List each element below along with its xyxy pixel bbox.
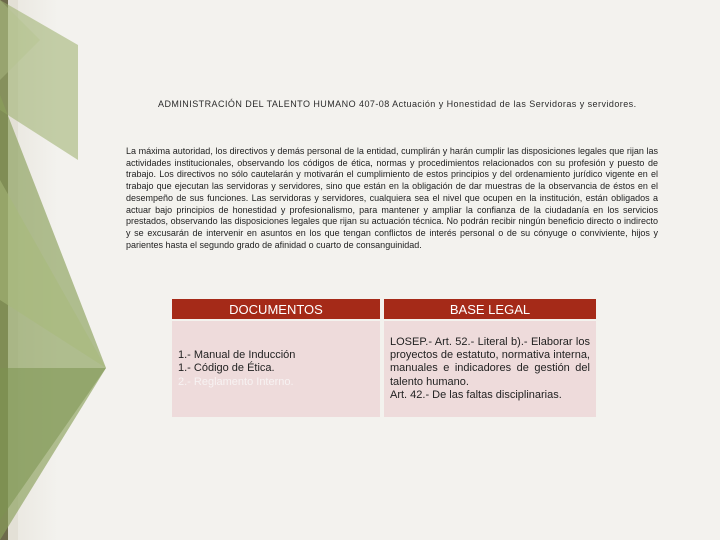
legal-item: Art. 42.- De las faltas disciplinarias. — [390, 388, 562, 401]
slide-title: ADMINISTRACIÓN DEL TALENTO HUMANO 407-08 Actuación y Honestidad de las Servidoras y servidores. — [158, 99, 637, 109]
document-item: 1.- Manual de Inducción — [178, 349, 296, 362]
documents-cell — [172, 321, 380, 417]
header-legal-base: BASE LEGAL — [384, 299, 596, 319]
table-header-row — [172, 299, 596, 319]
document-item: 2.- Reglamento Interno. — [178, 375, 294, 388]
documents-table — [168, 297, 600, 419]
document-item: 1.- Código de Ética. — [178, 362, 275, 375]
arrow-icon — [0, 0, 120, 540]
legal-base-cell — [384, 321, 596, 417]
legal-item: LOSEP.- Art. 52.- Literal b).- Elaborar los proyectos de estatuto, normativa interna, manuales e indicadores de gestión del talento humano. — [390, 335, 590, 388]
body-paragraph: La máxima autoridad, los directivos y demás personal de la entidad, cumplirán y harán cumplir las disposiciones legales que rijan las actividades institucionales, observando los códigos de ética, normas y procedimientos relacionados con su profesión y puesto de trabajo. Los directivos no sólo cautelarán y motivarán el cumplimiento de estos principios y del ordenamiento jurídico vigente en el trabajo que ejecutan las servidoras y servidores, sino que están en la obligación de dar muestras de la observancia de éstos en el desempeño de sus funciones. Las servidoras y servidores, cualquiera sea el nivel que ocupen en la institución, están obligados a actuar bajo principios de honestidad y profesionalismo, para mantener y ampliar la confianza de la ciudadanía en los servicios prestados, observando las disposiciones legales que rijan su actuación técnica. No podrán recibir ningún beneficio directo o indirecto y se excusarán de intervenir en asuntos en los que tengan conflictos de interés personal o de su cónyuge o conviviente, hijos y parientes hasta el segundo grado de afinidad o cuarto de consanguinidad. — [126, 146, 658, 250]
table-row — [172, 321, 596, 417]
header-documents: DOCUMENTOS — [172, 299, 380, 319]
